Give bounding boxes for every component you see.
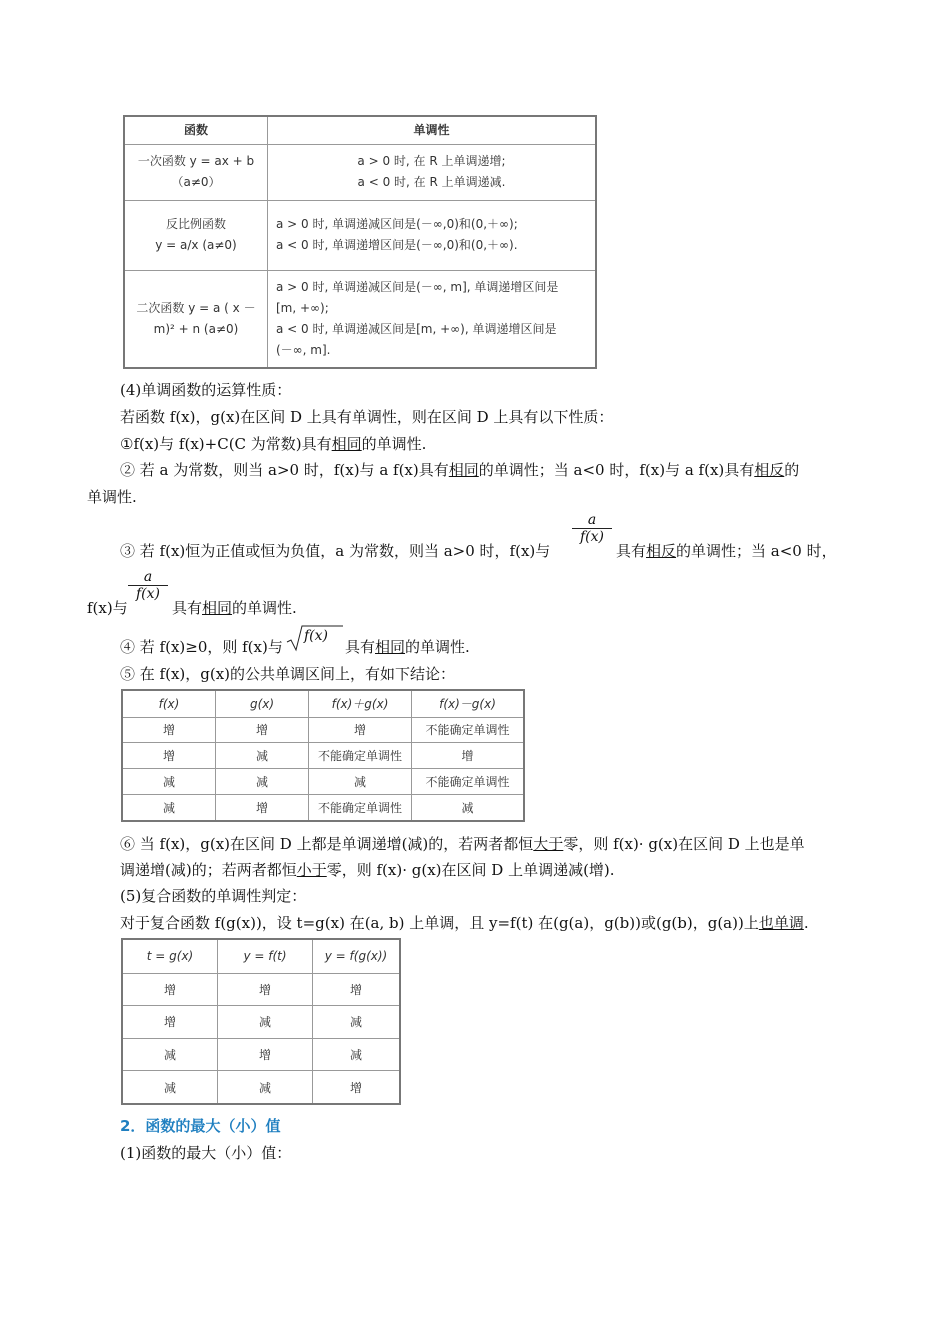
table2-header: f(x)＋g(x) <box>309 690 412 717</box>
table1-row1-mono: a > 0 时, 在 R 上单调递增; a < 0 时, 在 R 上单调递减. <box>268 144 597 200</box>
table2-header: f(x) <box>122 690 216 717</box>
table3-header: y = f(g(x)) <box>313 939 401 973</box>
table1-header-mono: 单调性 <box>268 116 597 144</box>
table3-cell: 增 <box>122 973 218 1006</box>
table3-cell: 增 <box>313 973 401 1006</box>
table2-cell: 增 <box>309 717 412 743</box>
section-2-heading: 2．函数的最大（小）值 <box>120 1117 281 1135</box>
table3-cell: 增 <box>313 1071 401 1104</box>
table2-cell: 增 <box>122 743 216 769</box>
p5-text: 对于复合函数 f(g(x))，设 t=g(x) 在(a, b) 上单调，且 y=f(t) 在(g(a)，g(b))或(g(b)，g(a))上也单调. <box>120 914 809 932</box>
table2-cell: 减 <box>216 769 309 795</box>
table3-cell: 增 <box>122 1006 218 1039</box>
table3-header: y = f(t) <box>218 939 313 973</box>
table1-header-func: 函数 <box>124 116 268 144</box>
table2-cell: 不能确定单调性 <box>412 717 525 743</box>
item-5: ⑤ 在 f(x)，g(x)的公共单调区间上，有如下结论： <box>120 665 456 683</box>
item-1: ①f(x)与 f(x)+C(C 为常数)具有相同的单调性. <box>120 435 427 453</box>
table2-cell: 减 <box>412 794 525 821</box>
table2-header: f(x)－g(x) <box>412 690 525 717</box>
table1-row2-mono: a > 0 时, 单调递减区间是(－∞,0)和(0,＋∞); a < 0 时, 单调递增区间是(－∞,0)和(0,＋∞). <box>268 200 597 270</box>
table2-header: g(x) <box>216 690 309 717</box>
item-3-line1-a: ③ 若 f(x)恒为正值或恒为负值，a 为常数，则当 a>0 时，f(x)与 <box>120 542 551 560</box>
table2-cell: 增 <box>412 743 525 769</box>
p4-title: (4)单调函数的运算性质： <box>120 381 292 399</box>
item-2: ② 若 a 为常数，则当 a>0 时，f(x)与 a f(x)具有相同的单调性；当 a<0 时，f(x)与 a f(x)具有相反的 <box>120 461 800 479</box>
table1-row1-func: 一次函数 y = ax + b （a≠0） <box>124 144 268 200</box>
monotonicity-table <box>123 115 597 369</box>
table3-cell: 增 <box>218 973 313 1006</box>
p4-intro: 若函数 f(x)，g(x)在区间 D 上具有单调性，则在区间 D 上具有以下性质： <box>120 408 614 426</box>
table2-cell: 增 <box>216 717 309 743</box>
table3-header: t = g(x) <box>122 939 218 973</box>
table2-cell: 不能确定单调性 <box>309 794 412 821</box>
section-2-p1: (1)函数的最大（小）值： <box>120 1144 292 1162</box>
item-2-cont: 单调性. <box>87 488 137 506</box>
composite-table <box>121 938 401 1105</box>
table2-cell: 增 <box>216 794 309 821</box>
table3-cell: 减 <box>313 1038 401 1071</box>
table2-cell: 不能确定单调性 <box>309 743 412 769</box>
p5-title: (5)复合函数的单调性判定： <box>120 887 307 905</box>
sqrt-fx: f(x) <box>286 624 344 652</box>
item-3-line2-b: 具有相同的单调性. <box>172 599 297 617</box>
fraction-a-over-fx-2: a f(x) <box>128 569 168 602</box>
table3-cell: 减 <box>218 1006 313 1039</box>
item-6-line1: ⑥ 当 f(x)，g(x)在区间 D 上都是单调递增(减)的，若两者都恒大于零，则 f(x)· g(x)在区间 D 上也是单 <box>120 835 805 853</box>
table2-cell: 减 <box>216 743 309 769</box>
table1-row3-func: 二次函数 y = a ( x － m)² + n (a≠0) <box>124 270 268 368</box>
table2-cell: 增 <box>122 717 216 743</box>
item-6-line2: 调递增(减)的；若两者都恒小于零，则 f(x)· g(x)在区间 D 上单调递减(增). <box>120 861 615 879</box>
table2-cell: 减 <box>122 794 216 821</box>
table2-cell: 减 <box>309 769 412 795</box>
table2-cell: 不能确定单调性 <box>412 769 525 795</box>
item-3-line1-b: 具有相反的单调性；当 a<0 时， <box>616 542 837 560</box>
table3-cell: 减 <box>218 1071 313 1104</box>
operation-table <box>121 689 525 822</box>
fraction-a-over-fx-1: a f(x) <box>572 512 612 545</box>
table3-cell: 减 <box>122 1038 218 1071</box>
table3-cell: 减 <box>122 1071 218 1104</box>
item-4-a: ④ 若 f(x)≥0，则 f(x)与 <box>120 638 283 656</box>
table2-cell: 减 <box>122 769 216 795</box>
table3-cell: 减 <box>313 1006 401 1039</box>
table3-cell: 增 <box>218 1038 313 1071</box>
table1-row3-mono: a > 0 时, 单调递减区间是(－∞, m], 单调递增区间是 [m, +∞); a < 0 时, 单调递减区间是[m, +∞), 单调递增区间是 (－∞, m]. <box>268 270 597 368</box>
item-4-b: 具有相同的单调性. <box>345 638 470 656</box>
table1-row2-func: 反比例函数 y = a/x (a≠0) <box>124 200 268 270</box>
item-3-line2-a: f(x)与 <box>87 599 128 617</box>
